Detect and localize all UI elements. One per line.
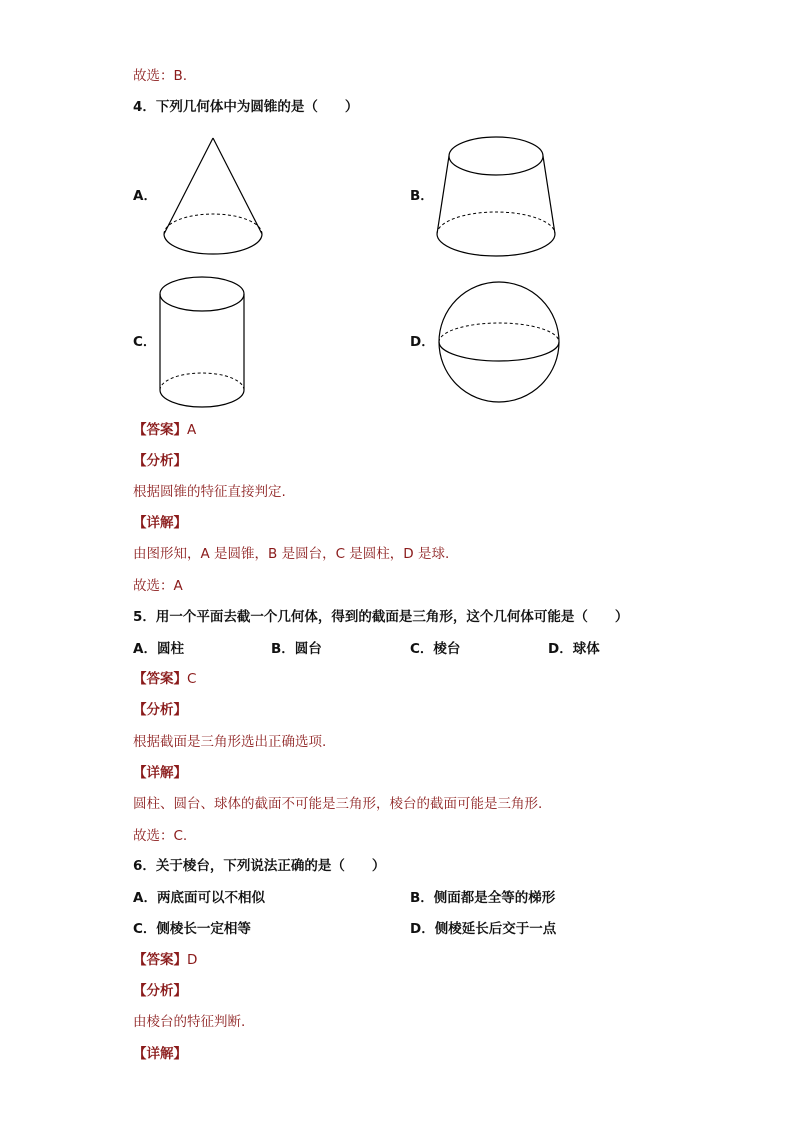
q6-option-c: C．侧棱长一定相等: [133, 921, 251, 937]
q6-detail-tag: 【详解】: [133, 1046, 187, 1062]
q4-answer: [133, 421, 196, 439]
q6-analysis-tag: 【分析】: [133, 983, 187, 999]
q5-detail: 圆柱、圆台、球体的截面不可能是三角形，棱台的截面可能是三角形.: [133, 796, 543, 812]
q4-option-d-label: D．: [410, 334, 435, 350]
q4-detail: 由图形知，A 是圆锥，B 是圆台，C 是圆柱，D 是球.: [133, 546, 450, 562]
q5-option-a: A．圆柱: [133, 641, 184, 657]
cone-figure: [160, 134, 266, 256]
q4-detail-tag: 【详解】: [133, 515, 187, 531]
q6-option-b: B．侧面都是全等的梯形: [410, 890, 556, 906]
q5-option-d: D．球体: [548, 641, 600, 657]
answer-tag: 【答案】: [133, 422, 187, 438]
sphere-figure: [436, 280, 562, 404]
q5-option-b: B．圆台: [271, 641, 322, 657]
question-4-stem: 4．下列几何体中为圆锥的是（ ）: [133, 99, 359, 115]
frustum-figure: [434, 134, 558, 260]
answer-tag: 【答案】: [133, 952, 187, 968]
answer-value: A: [187, 422, 197, 438]
q5-option-c: C．棱台: [410, 641, 461, 657]
answer-value: D: [187, 952, 198, 968]
q4-analysis-tag: 【分析】: [133, 453, 187, 469]
previous-choice: 故选：B.: [133, 68, 188, 84]
q6-option-d: D．侧棱延长后交于一点: [410, 921, 557, 937]
question-5-stem: 5．用一个平面去截一个几何体，得到的截面是三角形，这个几何体可能是（ ）: [133, 609, 629, 625]
q5-choice: 故选：C.: [133, 828, 188, 844]
q5-detail-tag: 【详解】: [133, 765, 187, 781]
answer-tag: 【答案】: [133, 671, 187, 687]
q5-answer: [133, 670, 196, 688]
question-6-stem: 6．关于棱台，下列说法正确的是（ ）: [133, 858, 386, 874]
cylinder-figure: [156, 274, 248, 412]
q4-analysis: 根据圆锥的特征直接判定.: [133, 484, 286, 500]
q5-analysis-tag: 【分析】: [133, 702, 187, 718]
q4-option-b-label: B．: [410, 188, 434, 204]
q6-answer: [133, 951, 197, 969]
q4-choice: 故选：A: [133, 578, 183, 594]
q6-analysis: 由棱台的特征判断.: [133, 1014, 246, 1030]
q4-option-a-label: A．: [133, 188, 157, 204]
q4-option-c-label: C．: [133, 334, 157, 350]
q6-option-a: A．两底面可以不相似: [133, 890, 265, 906]
answer-value: C: [187, 671, 197, 687]
q5-analysis: 根据截面是三角形选出正确选项.: [133, 734, 327, 750]
